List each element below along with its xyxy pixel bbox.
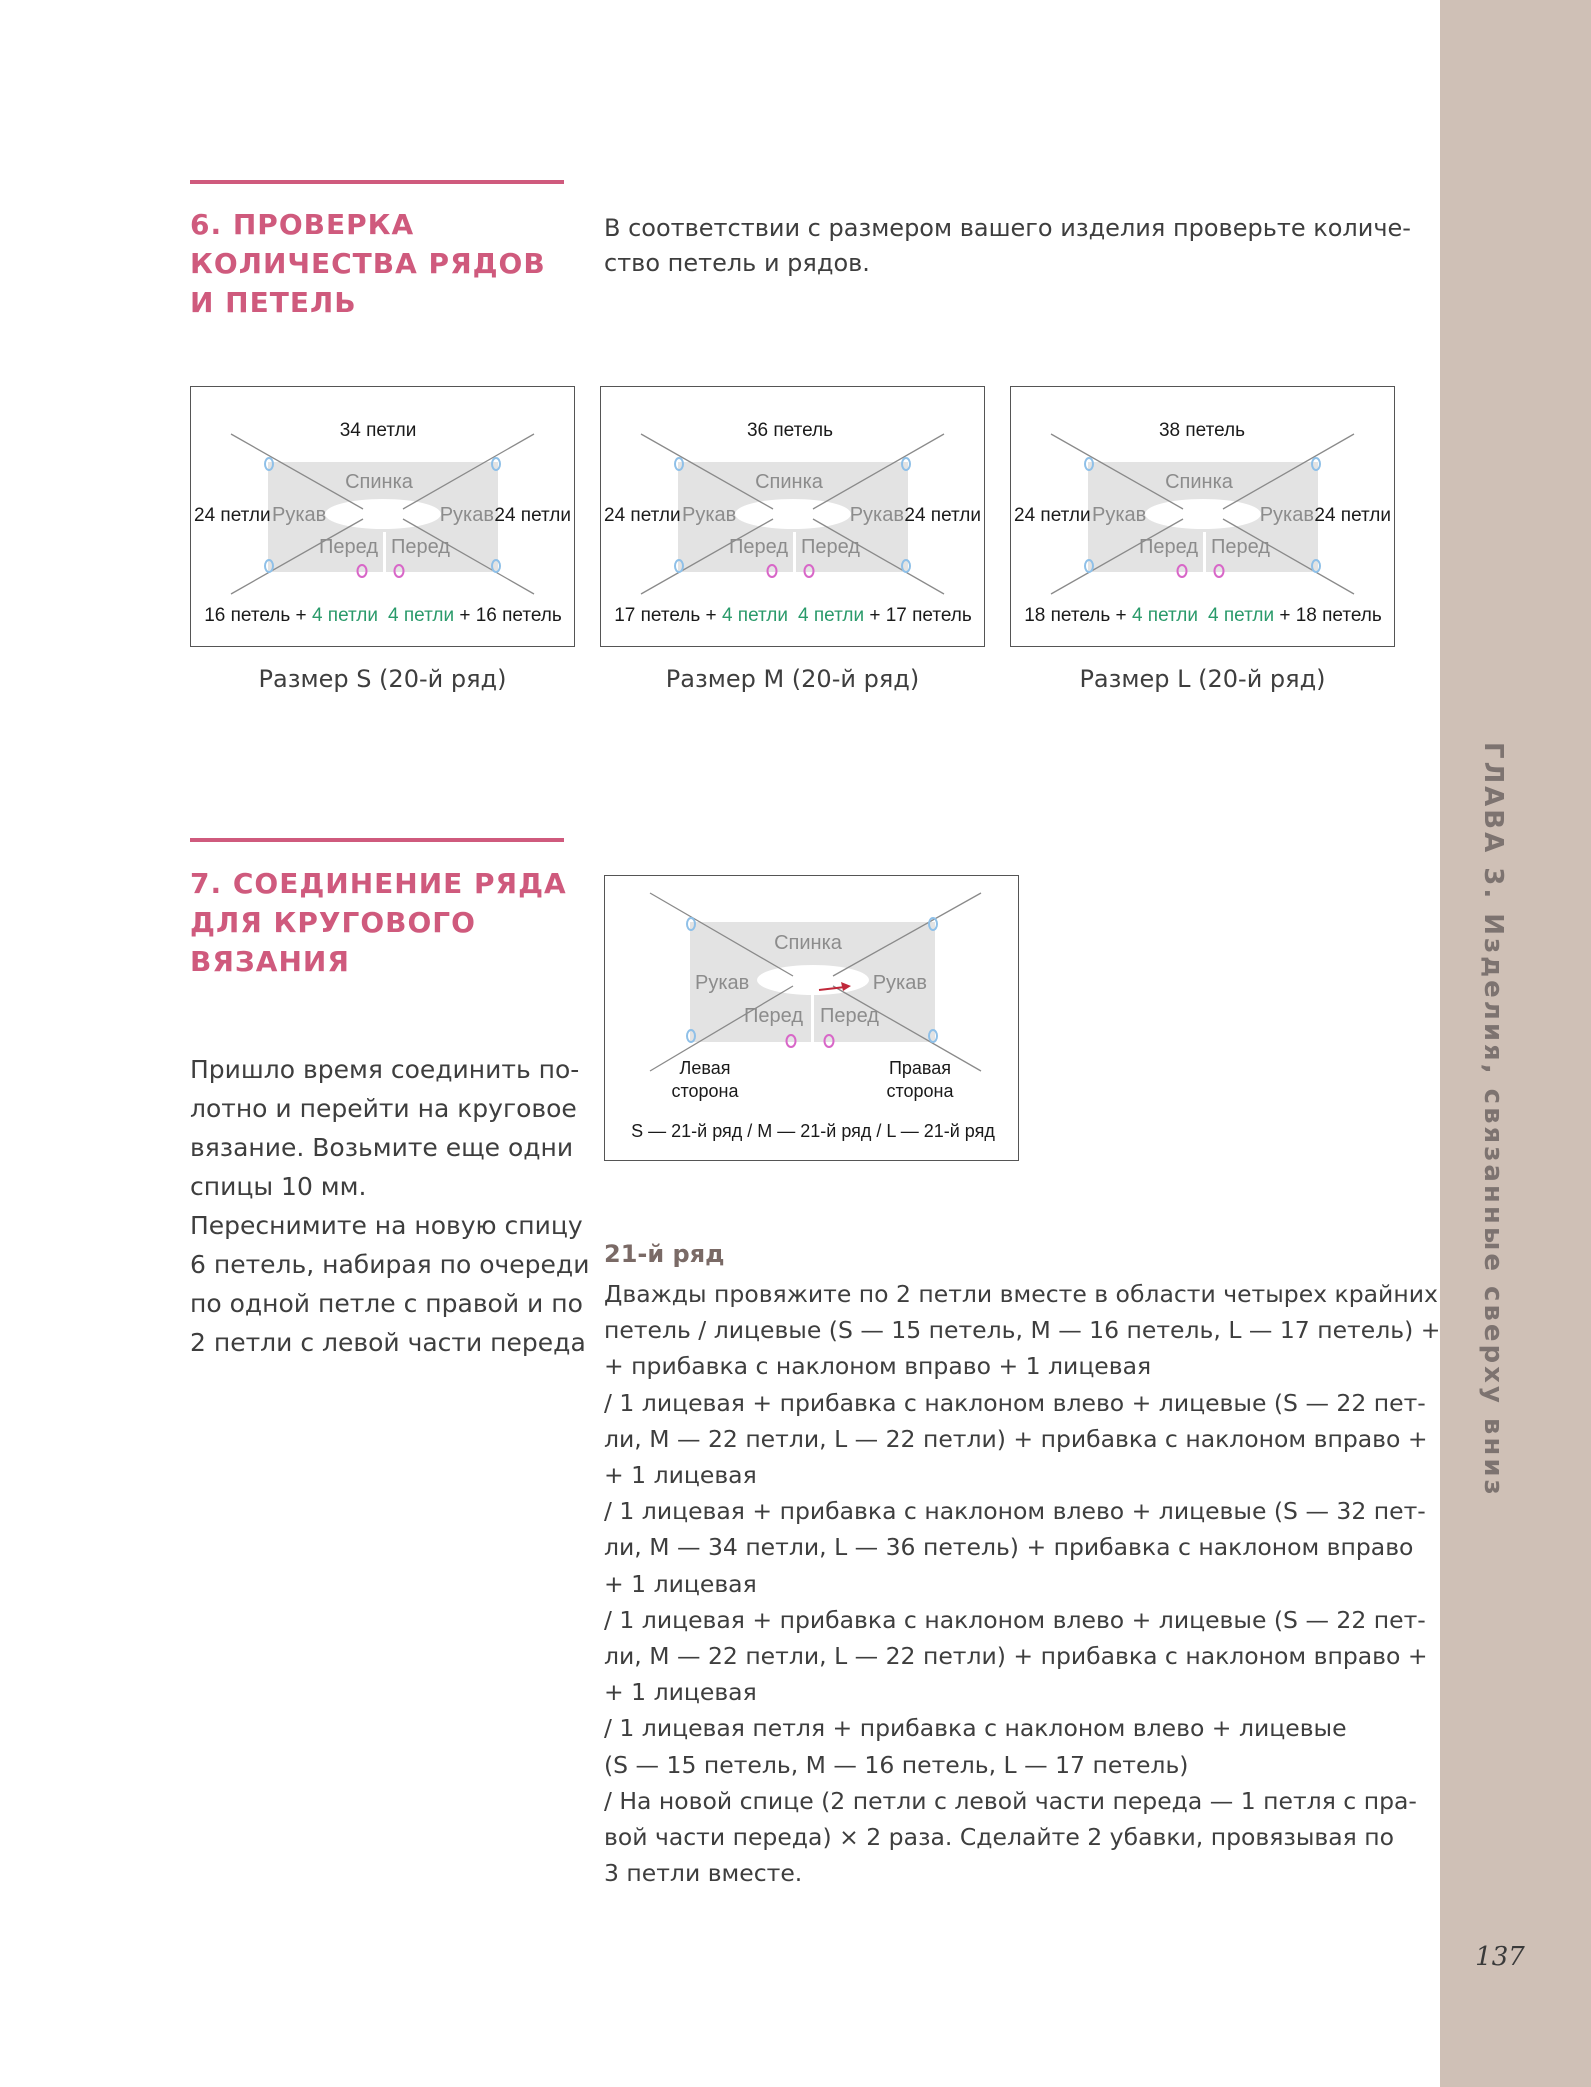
right-count: 24 петли: [494, 505, 571, 526]
sleeve-label: Рукав: [1092, 504, 1147, 526]
section-6-title: [190, 205, 570, 322]
neck-opening: [1145, 499, 1261, 529]
para-line: лотно и перейти на круговое: [190, 1094, 577, 1123]
count-green: 4 петли: [1131, 605, 1198, 626]
back-label: Спинка: [755, 471, 823, 493]
neck-opening: [735, 499, 851, 529]
diagram-joining-round: [604, 875, 1019, 1161]
instruction-line: ли, M — 34 петли, L — 36 петель) + прибавка с наклоном вправо: [604, 1533, 1414, 1562]
front-split: [383, 532, 386, 574]
instruction-line: / 1 лицевая петля + прибавка с наклоном влево + лицевые: [604, 1714, 1347, 1743]
instruction-line: / 1 лицевая + прибавка с наклоном влево + лицевые (S — 22 пет-: [604, 1388, 1426, 1417]
section-7-title-line: ДЛЯ КРУГОВОГО: [190, 906, 476, 939]
instruction-line: + 1 лицевая: [604, 1678, 757, 1707]
count-black: + 16 петель: [454, 605, 562, 626]
instruction-line: + прибавка с наклоном вправо + 1 лицевая: [604, 1352, 1152, 1381]
count-black: + 18 петель: [1274, 605, 1382, 626]
front-label: Перед: [319, 536, 378, 558]
intro-line: ство петель и рядов.: [604, 249, 870, 277]
left-count: 24 петли: [1014, 505, 1091, 526]
instruction-line: ли, M — 22 петли, L — 22 петли) + прибавка с наклоном вправо +: [604, 1642, 1428, 1671]
front-split: [811, 994, 814, 1044]
para-line: спицы 10 мм.: [190, 1172, 367, 1201]
diagram-m-svg: [601, 387, 984, 646]
section-7-title-line: ВЯЗАНИЯ: [190, 945, 350, 978]
instruction-line: + 1 лицевая: [604, 1569, 757, 1598]
sleeve-label: Рукав: [439, 504, 494, 526]
section-7-paragraph: [190, 1050, 590, 1362]
right-side-label: сторона: [886, 1081, 954, 1101]
sleeve-label: Рукав: [872, 972, 927, 994]
front-label: Перед: [801, 536, 860, 558]
neck-opening: [757, 965, 869, 995]
front-label: Перед: [1211, 536, 1270, 558]
right-count: 24 петли: [904, 505, 981, 526]
instruction-line: вой части переда) × 2 раза. Сделайте 2 убавки, провязывая по: [604, 1823, 1395, 1852]
back-label: Спинка: [345, 471, 413, 493]
top-count: 34 петли: [339, 420, 417, 441]
count-black: + 17 петель: [864, 605, 972, 626]
instruction-line: + 1 лицевая: [604, 1461, 757, 1490]
sleeve-label: Рукав: [682, 504, 737, 526]
sleeve-label: Рукав: [849, 504, 904, 526]
front-label: Перед: [744, 1005, 803, 1027]
instruction-line: петель / лицевые (S — 15 петель, M — 16 петель, L — 17 петель) +: [604, 1316, 1441, 1345]
caption-size-l: Размер L (20-й ряд): [1079, 665, 1326, 693]
back-label: Спинка: [1165, 471, 1233, 493]
section-6-title-line: КОЛИЧЕСТВА РЯДОВ: [190, 247, 546, 280]
instruction-line: ли, M — 22 петли, L — 22 петли) + прибавка с наклоном вправо +: [604, 1424, 1428, 1453]
diagram-size-l: [1010, 386, 1395, 647]
top-count: 36 петель: [746, 420, 834, 441]
diagram-size-s: [190, 386, 575, 647]
bottom-left-count: [614, 605, 788, 626]
para-line: Переснимите на новую спицу: [190, 1211, 583, 1240]
instruction-line: 3 петли вместе.: [604, 1859, 803, 1888]
section-6-title-line: 6. ПРОВЕРКА: [190, 208, 415, 241]
front-label: Перед: [391, 536, 450, 558]
section-7-title: [190, 864, 570, 981]
section-6-rule: [190, 180, 564, 184]
row-21-instructions: [604, 1276, 1441, 1891]
rows-label: S — 21-й ряд / M — 21-й ряд / L — 21-й ряд: [631, 1121, 995, 1141]
front-split: [1203, 532, 1206, 574]
chapter-sidebar: [1440, 0, 1591, 2087]
caption-size-m: Размер M (20-й ряд): [665, 665, 920, 693]
front-split: [793, 532, 796, 574]
section-7-rule: [190, 838, 564, 842]
count-green: 4 петли: [311, 605, 378, 626]
count-green: 4 петли: [798, 605, 865, 626]
bottom-right-count: [388, 605, 562, 626]
page-number: 137: [1475, 1942, 1525, 1972]
para-line: 2 петли с левой части переда: [190, 1328, 586, 1357]
section-7-title-line: 7. СОЕДИНЕНИЕ РЯДА: [190, 867, 567, 900]
count-black: 16 петель +: [204, 605, 312, 626]
para-line: вязание. Возьмите еще одни: [190, 1133, 574, 1162]
diagram-s-svg: [191, 387, 574, 646]
count-green: 4 петли: [388, 605, 455, 626]
section-6-title-line: И ПЕТЕЛЬ: [190, 286, 357, 319]
intro-line: В соответствии с размером вашего изделия проверьте количе-: [604, 214, 1411, 242]
count-black: 17 петель +: [614, 605, 722, 626]
diagram-l-svg: [1011, 387, 1394, 646]
sleeve-label: Рукав: [695, 972, 750, 994]
diagram-size-m: [600, 386, 985, 647]
neck-opening: [325, 499, 441, 529]
left-count: 24 петли: [604, 505, 681, 526]
chapter-title: ГЛАВА 3. Изделия, связанные сверху вниз: [1478, 742, 1508, 1498]
bottom-left-count: [1024, 605, 1198, 626]
bottom-right-count: [798, 605, 972, 626]
instruction-line: (S — 15 петель, M — 16 петель, L — 17 петель): [604, 1750, 1189, 1779]
front-label: Перед: [820, 1005, 879, 1027]
back-label: Спинка: [774, 932, 842, 954]
top-count: 38 петель: [1158, 420, 1246, 441]
sleeve-label: Рукав: [1259, 504, 1314, 526]
count-green: 4 петли: [721, 605, 788, 626]
right-count: 24 петли: [1314, 505, 1391, 526]
front-label: Перед: [729, 536, 788, 558]
bottom-right-count: [1208, 605, 1382, 626]
sleeve-label: Рукав: [272, 504, 327, 526]
instruction-line: Дважды провяжите по 2 петли вместе в области четырех крайних: [604, 1280, 1438, 1308]
left-side-label: сторона: [671, 1081, 739, 1101]
count-green: 4 петли: [1208, 605, 1275, 626]
left-count: 24 петли: [194, 505, 271, 526]
instruction-line: / На новой спице (2 петли с левой части переда — 1 петля с пра-: [604, 1786, 1417, 1815]
instruction-line: / 1 лицевая + прибавка с наклоном влево + лицевые (S — 32 пет-: [604, 1497, 1426, 1526]
instruction-line: / 1 лицевая + прибавка с наклоном влево + лицевые (S — 22 пет-: [604, 1605, 1426, 1634]
para-line: Пришло время соединить по-: [190, 1055, 580, 1084]
section-6-intro: [604, 211, 1411, 281]
front-label: Перед: [1139, 536, 1198, 558]
count-black: 18 петель +: [1024, 605, 1132, 626]
caption-size-s: Размер S (20-й ряд): [258, 665, 507, 693]
joining-svg: [605, 876, 1018, 1160]
para-line: по одной петле с правой и по: [190, 1289, 583, 1318]
bottom-left-count: [204, 605, 378, 626]
left-side-label: Левая: [679, 1058, 731, 1078]
row-21-title: 21-й ряд: [604, 1240, 725, 1268]
para-line: 6 петель, набирая по очереди: [190, 1250, 590, 1279]
right-side-label: Правая: [888, 1058, 952, 1078]
